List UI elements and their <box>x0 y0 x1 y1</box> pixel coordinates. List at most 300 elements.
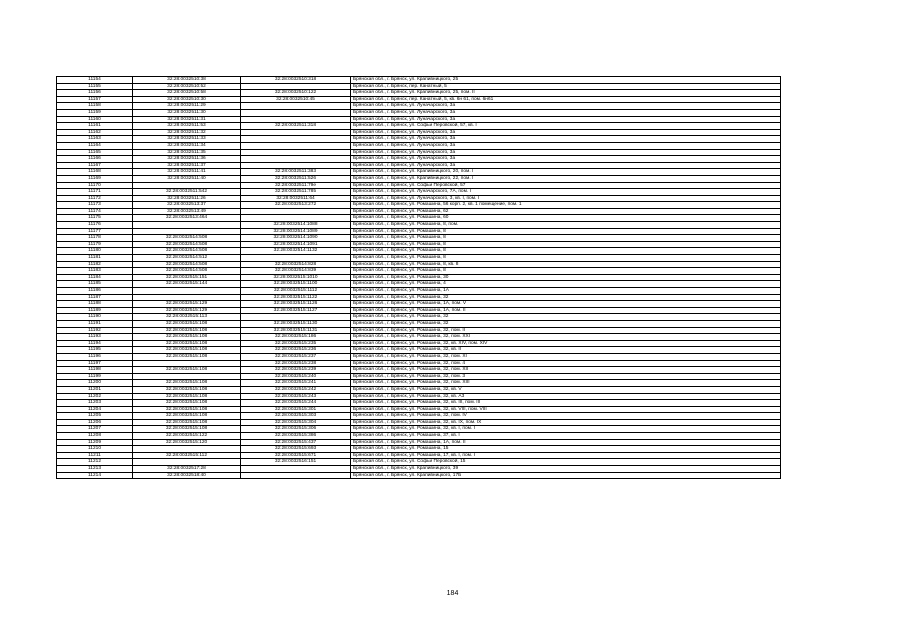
address-cell: Брянская обл., г. Брянск, ул. Ромашина, 32, пом. 3 <box>351 373 781 380</box>
table-row <box>57 228 781 235</box>
cadastral-number-cell: 32:28:0032511:34 <box>133 142 241 149</box>
cadastral-number-cell <box>133 222 241 229</box>
building-number-cell: 32:28:0032515:301 <box>241 406 351 413</box>
address-cell: Брянская обл., г. Брянск, ул. Ромашина, 32, кв. III, пом. III <box>351 400 781 407</box>
cadastral-number-cell: 32:28:0032511:31 <box>133 116 241 123</box>
table-row <box>57 386 781 393</box>
row-number-cell: 11190 <box>57 314 133 321</box>
building-number-cell <box>241 103 351 110</box>
cadastral-number-cell <box>133 373 241 380</box>
address-cell: Брянская обл., г. Брянск, ул. Луначарского, 3, кв. I, пом. I <box>351 195 781 202</box>
address-cell: Брянская обл., г. Брянск, ул. Ромашина, 8 <box>351 248 781 255</box>
building-number-cell: 32:28:0032511:64 <box>241 195 351 202</box>
cadastral-number-cell: 32:28:0032513:49 <box>133 208 241 215</box>
table-row <box>57 109 781 116</box>
table-row <box>57 116 781 123</box>
building-number-cell: 32:28:0032515:671 <box>241 452 351 459</box>
table-row <box>57 347 781 354</box>
address-cell: Брянская обл., г. Брянск, ул. Ромашина, 32, кв. I, пом. I <box>351 426 781 433</box>
address-cell: Брянская обл., г. Брянск, ул. Луначарского, 3а <box>351 129 781 136</box>
address-cell: Брянская обл., г. Брянск, ул. Ромашина, 1А, пом. II <box>351 439 781 446</box>
building-number-cell: 32:28:0032515:306 <box>241 426 351 433</box>
cadastral-number-cell <box>133 459 241 466</box>
row-number-cell: 11200 <box>57 380 133 387</box>
cadastral-number-cell: 32:28:0032510:58 <box>133 90 241 97</box>
table-row <box>57 156 781 163</box>
building-number-cell: 32:28:0032515:1112 <box>241 288 351 295</box>
cadastral-number-cell: 32:28:0032511:35 <box>133 149 241 156</box>
building-number-cell: 32:28:0032510:318 <box>241 77 351 84</box>
row-number-cell: 11214 <box>57 472 133 479</box>
building-number-cell: 32:28:0032515:1122 <box>241 294 351 301</box>
address-cell: Брянская обл., г. Брянск, ул. Ромашина, 30 <box>351 274 781 281</box>
row-number-cell: 11195 <box>57 347 133 354</box>
address-cell: Брянская обл., г. Брянск, ул. Ромашина, 8, пом. <box>351 222 781 229</box>
address-cell: Брянская обл., г. Брянск, ул. Крапивницкого, 20, пом. I <box>351 169 781 176</box>
address-cell: Брянская обл., г. Брянск, ул. Ромашина, 32, кв. V <box>351 386 781 393</box>
table-row <box>57 235 781 242</box>
table-row <box>57 96 781 103</box>
registry-table <box>56 76 781 479</box>
table-row <box>57 320 781 327</box>
address-cell: Брянская обл., г. Брянск, пер. Канатный, 5, кв. 6н 61, пом. 6н61 <box>351 96 781 103</box>
address-cell: Брянская обл., г. Брянск, ул. Ромашина, 8 <box>351 235 781 242</box>
address-cell: Брянская обл., г. Брянск, ул. Ромашина, 8 <box>351 228 781 235</box>
row-number-cell: 11162 <box>57 129 133 136</box>
cadastral-number-cell: 32:28:0032515:108 <box>133 327 241 334</box>
table-row <box>57 103 781 110</box>
table-row <box>57 439 781 446</box>
building-number-cell: 32:28:0032515:1100 <box>241 281 351 288</box>
building-number-cell: 32:28:0032516:151 <box>241 459 351 466</box>
building-number-cell: 32:28:0032515:1126 <box>241 301 351 308</box>
cadastral-number-cell: 32:28:0032515:122 <box>133 433 241 440</box>
table-row <box>57 255 781 262</box>
row-number-cell: 11179 <box>57 241 133 248</box>
address-cell: Брянская обл., г. Брянск, ул. Луначарского, 7А, пом. I <box>351 189 781 196</box>
building-number-cell: 32:28:0032511:79e <box>241 182 351 189</box>
address-cell: Брянская обл., г. Брянск, ул. Ромашина, 32 <box>351 294 781 301</box>
building-number-cell <box>241 83 351 90</box>
row-number-cell: 11207 <box>57 426 133 433</box>
address-cell: Брянская обл., г. Брянск, ул. Ромашина, 60 <box>351 215 781 222</box>
row-number-cell: 11163 <box>57 136 133 143</box>
table-row <box>57 360 781 367</box>
cadastral-number-cell: 32:28:0032515:108 <box>133 393 241 400</box>
cadastral-number-cell: 32:28:0032515:112 <box>133 452 241 459</box>
address-cell: Брянская обл., г. Брянск, ул. Ромашина, 32, пом. II <box>351 327 781 334</box>
address-cell: Брянская обл., г. Брянск, ул. Ромашина, 32 <box>351 314 781 321</box>
building-number-cell: 32:28:0032515:304 <box>241 419 351 426</box>
building-number-cell: 32:28:0032514:1090 <box>241 235 351 242</box>
building-number-cell: 32:28:0032515:1010 <box>241 274 351 281</box>
cadastral-number-cell: 32:28:0032515:108 <box>133 426 241 433</box>
address-cell: Брянская обл., г. Брянск, ул. Луначарского, 3а <box>351 162 781 169</box>
building-number-cell: 32:28:0032515:236 <box>241 347 351 354</box>
address-cell: Брянская обл., г. Брянск, ул. Ромашина, 32, пом. IV <box>351 413 781 420</box>
page-number: 184 <box>446 590 459 597</box>
building-number-cell: 32:28:0032515:1130 <box>241 320 351 327</box>
cadastral-number-cell: 32:28:0032511:542 <box>133 189 241 196</box>
row-number-cell: 11201 <box>57 386 133 393</box>
cadastral-number-cell: 32:28:0032514:508 <box>133 235 241 242</box>
cadastral-number-cell: 32:28:0032510:30 <box>133 96 241 103</box>
address-cell: Брянская обл., г. Брянск, ул. Ромашина, 32, пом. XII <box>351 367 781 374</box>
table-row <box>57 281 781 288</box>
row-number-cell: 11161 <box>57 123 133 130</box>
cadastral-number-cell: 32:28:0032514:508 <box>133 248 241 255</box>
table-row <box>57 274 781 281</box>
table-row <box>57 393 781 400</box>
table-row <box>57 334 781 341</box>
building-number-cell <box>241 109 351 116</box>
cadastral-number-cell: 32:28:0032515:108 <box>133 386 241 393</box>
table-row <box>57 446 781 453</box>
row-number-cell: 11198 <box>57 367 133 374</box>
cadastral-number-cell: 32:28:0032511:32 <box>133 129 241 136</box>
building-number-cell: 32:28:0032511:785 <box>241 189 351 196</box>
row-number-cell: 11174 <box>57 208 133 215</box>
building-number-cell: 32:28:0032515:437 <box>241 439 351 446</box>
building-number-cell <box>241 129 351 136</box>
cadastral-number-cell: 32:28:0032515:144 <box>133 281 241 288</box>
table-row <box>57 129 781 136</box>
building-number-cell: 32:28:0032511:318 <box>241 123 351 130</box>
building-number-cell: 32:28:0032510:45 <box>241 96 351 103</box>
address-cell: Брянская обл., г. Брянск, ул. Луначарского, 3а <box>351 109 781 116</box>
table-row <box>57 314 781 321</box>
row-number-cell: 11210 <box>57 446 133 453</box>
table-row <box>57 241 781 248</box>
row-number-cell: 11159 <box>57 109 133 116</box>
table-row <box>57 419 781 426</box>
row-number-cell: 11206 <box>57 419 133 426</box>
table-row <box>57 307 781 314</box>
cadastral-number-cell: 32:28:0032517:28 <box>133 466 241 473</box>
row-number-cell: 11186 <box>57 288 133 295</box>
row-number-cell: 11204 <box>57 406 133 413</box>
building-number-cell: 32:28:0032514:1089 <box>241 228 351 235</box>
table-row <box>57 288 781 295</box>
cadastral-number-cell: 32:28:0032513:464 <box>133 215 241 222</box>
building-number-cell: 32:28:0032515:239 <box>241 367 351 374</box>
row-number-cell: 11168 <box>57 169 133 176</box>
table-row <box>57 466 781 473</box>
table-row <box>57 452 781 459</box>
table-row <box>57 268 781 275</box>
row-number-cell: 11189 <box>57 307 133 314</box>
cadastral-number-cell: 32:28:0032515:108 <box>133 406 241 413</box>
cadastral-number-cell: 32:28:0032511:37 <box>133 162 241 169</box>
cadastral-number-cell: 32:28:0032515:108 <box>133 320 241 327</box>
address-cell: Брянская обл., г. Брянск, ул. Софьи Перовской, 57 <box>351 182 781 189</box>
row-number-cell: 11205 <box>57 413 133 420</box>
address-cell: Брянская обл., г. Брянск, ул. Ромашина, 32, кв. VIII, пом. VIII <box>351 406 781 413</box>
building-number-cell: 32:28:0032515:186 <box>241 334 351 341</box>
building-number-cell: 32:28:0032515:693 <box>241 446 351 453</box>
row-number-cell: 11175 <box>57 215 133 222</box>
building-number-cell <box>241 208 351 215</box>
table-row <box>57 83 781 90</box>
cadastral-number-cell: 32:28:0032511:41 <box>133 169 241 176</box>
row-number-cell: 11203 <box>57 400 133 407</box>
cadastral-number-cell: 32:28:0032511:30 <box>133 109 241 116</box>
table-row <box>57 189 781 196</box>
row-number-cell: 11212 <box>57 459 133 466</box>
row-number-cell: 11209 <box>57 439 133 446</box>
building-number-cell: 32:28:0032515:242 <box>241 386 351 393</box>
building-number-cell: 32:28:0032511:526 <box>241 175 351 182</box>
table-row <box>57 380 781 387</box>
building-number-cell: 32:28:0032515:243 <box>241 393 351 400</box>
address-cell: Брянская обл., г. Брянск, ул. Ромашина, 17, кв. I, пом. I <box>351 452 781 459</box>
row-number-cell: 11211 <box>57 452 133 459</box>
address-cell: Брянская обл., г. Брянск, ул. Крапивницкого, 25 <box>351 77 781 84</box>
building-number-cell: 32:28:0032514:1132 <box>241 248 351 255</box>
cadastral-number-cell: 32:28:0032514:508 <box>133 268 241 275</box>
row-number-cell: 11199 <box>57 373 133 380</box>
row-number-cell: 11154 <box>57 77 133 84</box>
row-number-cell: 11156 <box>57 90 133 97</box>
address-cell: Брянская обл., г. Брянск, ул. Ромашина, 32, кв. II <box>351 347 781 354</box>
cadastral-number-cell: 32:28:0032510:38 <box>133 77 241 84</box>
row-number-cell: 11155 <box>57 83 133 90</box>
table-row <box>57 340 781 347</box>
address-cell: Брянская обл., г. Брянск, ул. Софьи Перовской, 57, кв. I <box>351 123 781 130</box>
cadastral-number-cell: 32:28:0032511:53 <box>133 123 241 130</box>
building-number-cell: 32:28:0032511:383 <box>241 169 351 176</box>
address-cell: Брянская обл., г. Брянск, ул. Ромашина, 8 <box>351 241 781 248</box>
building-number-cell <box>241 149 351 156</box>
address-cell: Брянская обл., г. Брянск, ул. Луначарского, 3а <box>351 142 781 149</box>
building-number-cell <box>241 472 351 479</box>
building-number-cell <box>241 116 351 123</box>
address-cell: Брянская обл., г. Брянск, ул. Луначарского, 3а <box>351 116 781 123</box>
row-number-cell: 11191 <box>57 320 133 327</box>
cadastral-number-cell: 32:28:0032515:108 <box>133 347 241 354</box>
table-row <box>57 459 781 466</box>
table-row <box>57 123 781 130</box>
building-number-cell <box>241 142 351 149</box>
row-number-cell: 11160 <box>57 116 133 123</box>
row-number-cell: 11164 <box>57 142 133 149</box>
cadastral-number-cell <box>133 288 241 295</box>
cadastral-number-cell <box>133 294 241 301</box>
cadastral-number-cell: 32:28:0032515:108 <box>133 334 241 341</box>
address-cell: Брянская обл., г. Брянск, ул. Ромашина, 32, кв. IX, пом. IX <box>351 419 781 426</box>
cadastral-number-cell: 32:28:0032511:26 <box>133 195 241 202</box>
cadastral-number-cell: 32:28:0032515:129 <box>133 301 241 308</box>
table-row <box>57 472 781 479</box>
row-number-cell: 11157 <box>57 96 133 103</box>
row-number-cell: 11187 <box>57 294 133 301</box>
cadastral-number-cell: 32:28:0032511:40 <box>133 175 241 182</box>
row-number-cell: 11185 <box>57 281 133 288</box>
row-number-cell: 11181 <box>57 255 133 262</box>
address-cell: Брянская обл., г. Брянск, ул. Ромашина, 32 <box>351 320 781 327</box>
cadastral-number-cell: 32:28:0032515:108 <box>133 380 241 387</box>
table-row <box>57 301 781 308</box>
cadastral-number-cell: 32:28:0032515:108 <box>133 340 241 347</box>
table-row <box>57 162 781 169</box>
table-row <box>57 400 781 407</box>
table-row <box>57 169 781 176</box>
address-cell: Брянская обл., г. Брянск, ул. Крапивницкого, 17Б <box>351 472 781 479</box>
address-cell: Брянская обл., г. Брянск, ул. Крапивницкого, 25, пом. II <box>351 90 781 97</box>
cadastral-number-cell <box>133 360 241 367</box>
cadastral-number-cell: 32:28:0032515:108 <box>133 400 241 407</box>
address-cell: Брянская обл., г. Брянск, ул. Луначарского, 3а <box>351 156 781 163</box>
row-number-cell: 11197 <box>57 360 133 367</box>
table-row <box>57 294 781 301</box>
row-number-cell: 11193 <box>57 334 133 341</box>
table-row <box>57 353 781 360</box>
cadastral-number-cell: 32:28:0032514:512 <box>133 255 241 262</box>
cadastral-number-cell: 32:28:0032514:508 <box>133 261 241 268</box>
table-row <box>57 149 781 156</box>
address-cell: Брянская обл., г. Брянск, ул. Ромашина, 56 корп. 2, кв. 1 помещение, пом. 1 <box>351 202 781 209</box>
row-number-cell: 11158 <box>57 103 133 110</box>
row-number-cell: 11167 <box>57 162 133 169</box>
address-cell: Брянская обл., г. Брянск, ул. Крапивницкого, 22, пом. I <box>351 175 781 182</box>
address-cell: Брянская обл., г. Брянск, ул. Ромашина, 8, кв. 8 <box>351 261 781 268</box>
address-cell: Брянская обл., г. Брянск, ул. Ромашина, 32, кв. XIV, пом. XIV <box>351 340 781 347</box>
row-number-cell: 11196 <box>57 353 133 360</box>
address-cell: Брянская обл., г. Брянск, ул. Ромашина, 32, пом. XI <box>351 353 781 360</box>
row-number-cell: 11173 <box>57 202 133 209</box>
cadastral-number-cell: 32:28:0032515:129 <box>133 307 241 314</box>
address-cell: Брянская обл., г. Брянск, ул. Ромашина, 8 <box>351 268 781 275</box>
cadastral-number-cell: 32:28:0032515:108 <box>133 413 241 420</box>
address-cell: Брянская обл., г. Брянск, ул. Ромашина, 32, пом. XXI <box>351 334 781 341</box>
address-cell: Брянская обл., г. Брянск, ул. Ромашина, 32, пом. XIII <box>351 380 781 387</box>
cadastral-number-cell: 32:28:0032511:36 <box>133 156 241 163</box>
address-cell: Брянская обл., г. Брянск, ул. Луначарского, 3а <box>351 103 781 110</box>
cadastral-number-cell <box>133 228 241 235</box>
table-row <box>57 215 781 222</box>
row-number-cell: 11182 <box>57 261 133 268</box>
row-number-cell: 11192 <box>57 327 133 334</box>
cadastral-number-cell: 32:28:0032518:40 <box>133 472 241 479</box>
cadastral-number-cell: 32:28:0032513:37 <box>133 202 241 209</box>
table-row <box>57 195 781 202</box>
address-cell: Брянская обл., г. Брянск, ул. Ромашина, 37, кв. I <box>351 433 781 440</box>
building-number-cell <box>241 215 351 222</box>
address-cell: Брянская обл., г. Брянск, ул. Ромашина, 15 <box>351 446 781 453</box>
building-number-cell <box>241 255 351 262</box>
building-number-cell: 32:28:0032515:1127 <box>241 307 351 314</box>
cadastral-number-cell: 32:28:0032515:151 <box>133 274 241 281</box>
row-number-cell: 11171 <box>57 189 133 196</box>
row-number-cell: 11177 <box>57 228 133 235</box>
building-number-cell: 32:28:0032515:241 <box>241 380 351 387</box>
table-row <box>57 261 781 268</box>
registry-table-body <box>57 77 781 479</box>
table-row <box>57 373 781 380</box>
address-cell: Брянская обл., г. Брянск, ул. Ромашина, 1А, пом. V <box>351 301 781 308</box>
table-row <box>57 90 781 97</box>
table-row <box>57 426 781 433</box>
building-number-cell: 32:28:0032514:1088 <box>241 222 351 229</box>
address-cell: Брянская обл., г. Брянск, ул. Ромашина, 32, кв. А3 <box>351 393 781 400</box>
table-row <box>57 142 781 149</box>
cadastral-number-cell: 32:28:0032515:120 <box>133 439 241 446</box>
table-row <box>57 208 781 215</box>
row-number-cell: 11170 <box>57 182 133 189</box>
row-number-cell: 11194 <box>57 340 133 347</box>
table-row <box>57 248 781 255</box>
table-row <box>57 175 781 182</box>
address-cell: Брянская обл., г. Брянск, ул. Ромашина, 1А, пом. II <box>351 307 781 314</box>
row-number-cell: 11165 <box>57 149 133 156</box>
row-number-cell: 11169 <box>57 175 133 182</box>
cadastral-number-cell: 32:28:0032511:33 <box>133 136 241 143</box>
cadastral-number-cell: 32:28:0032515:113 <box>133 314 241 321</box>
address-cell: Брянская обл., г. Брянск, ул. Ромашина, 4 <box>351 281 781 288</box>
building-number-cell: 32:28:0032514:839 <box>241 268 351 275</box>
table-row <box>57 413 781 420</box>
building-number-cell: 32:28:0032514:828 <box>241 261 351 268</box>
building-number-cell: 32:28:0032515:303 <box>241 413 351 420</box>
address-cell: Брянская обл., г. Брянск, ул. Ромашина, 1А <box>351 288 781 295</box>
row-number-cell: 11184 <box>57 274 133 281</box>
address-cell: Брянская обл., г. Брянск, пер. Канатный, 5 <box>351 83 781 90</box>
cadastral-number-cell <box>133 182 241 189</box>
table-row <box>57 327 781 334</box>
building-number-cell <box>241 156 351 163</box>
cadastral-number-cell: 32:28:0032515:108 <box>133 367 241 374</box>
row-number-cell: 11176 <box>57 222 133 229</box>
table-row <box>57 433 781 440</box>
cadastral-number-cell: 32:28:0032514:508 <box>133 241 241 248</box>
row-number-cell: 11180 <box>57 248 133 255</box>
row-number-cell: 11188 <box>57 301 133 308</box>
building-number-cell: 32:28:0032515:386 <box>241 433 351 440</box>
address-cell: Брянская обл., г. Брянск, ул. Луначарского, 3а <box>351 149 781 156</box>
building-number-cell: 32:28:0032515:235 <box>241 340 351 347</box>
row-number-cell: 11202 <box>57 393 133 400</box>
building-number-cell: 32:28:0032515:240 <box>241 373 351 380</box>
cadastral-number-cell: 32:28:0032510:52 <box>133 83 241 90</box>
building-number-cell: 32:28:0032513:272 <box>241 202 351 209</box>
building-number-cell <box>241 314 351 321</box>
cadastral-number-cell: 32:28:0032515:108 <box>133 419 241 426</box>
row-number-cell: 11166 <box>57 156 133 163</box>
row-number-cell: 11178 <box>57 235 133 242</box>
row-number-cell: 11213 <box>57 466 133 473</box>
address-cell: Брянская обл., г. Брянск, ул. Софьи Перовской, 15 <box>351 459 781 466</box>
address-cell: Брянская обл., г. Брянск, ул. Ромашина, 32, пом. 4 <box>351 360 781 367</box>
row-number-cell: 11208 <box>57 433 133 440</box>
building-number-cell: 32:28:0032514:1091 <box>241 241 351 248</box>
row-number-cell: 11172 <box>57 195 133 202</box>
building-number-cell <box>241 466 351 473</box>
address-cell: Брянская обл., г. Брянск, ул. Крапивницкого, 39 <box>351 466 781 473</box>
table-row <box>57 202 781 209</box>
table-row <box>57 367 781 374</box>
building-number-cell: 32:28:0032515:244 <box>241 400 351 407</box>
building-number-cell: 32:28:0032515:237 <box>241 353 351 360</box>
building-number-cell: 32:28:0032515:1131 <box>241 327 351 334</box>
table-row <box>57 77 781 84</box>
table-row <box>57 182 781 189</box>
row-number-cell: 11183 <box>57 268 133 275</box>
address-cell: Брянская обл., г. Брянск, ул. Луначарского, 3а <box>351 136 781 143</box>
address-cell: Брянская обл., г. Брянск, ул. Ромашина, 8 <box>351 255 781 262</box>
building-number-cell: 32:28:0032515:238 <box>241 360 351 367</box>
table-row <box>57 136 781 143</box>
building-number-cell: 32:28:0032510:122 <box>241 90 351 97</box>
